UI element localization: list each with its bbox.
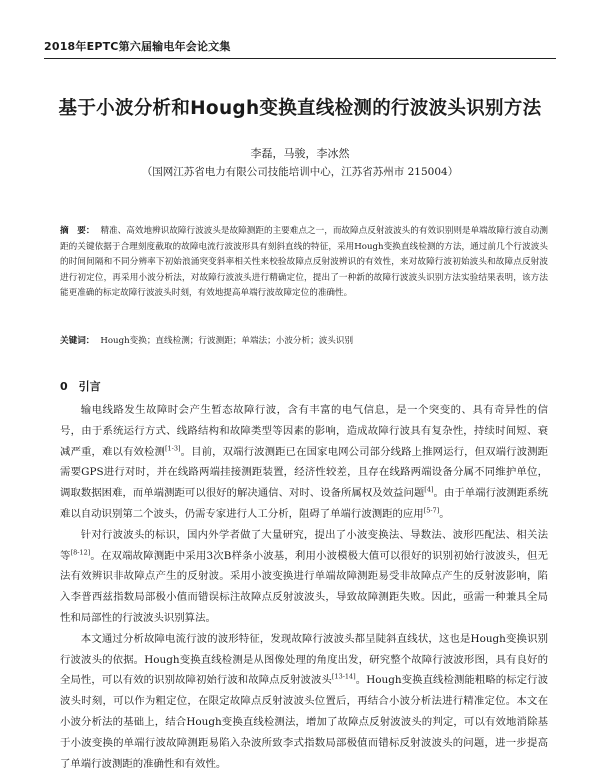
citation: [5-7] (423, 506, 440, 515)
paper-affiliation: （国网江苏省电力有限公司技能培训中心，江苏省苏州市 215004） (141, 166, 459, 178)
citation: [4] (424, 485, 434, 494)
citation: [13-14] (331, 672, 356, 681)
keywords-text: Hough变换；直线检测；行波测距；单端法；小波分析；波头识别 (100, 336, 354, 346)
section-heading: 0 引言 (60, 380, 101, 393)
paragraph-2: 针对行波波头的标识，国内外学者做了大量研究，提出了小波变换法、导数法、波形匹配法、相关法等[8-12]。在双端故障测距中采用3次B样条小波基，利用小波模极大值可以很好的识别初始行波波头，但无法有效辨识非故障点产生的反射波。采用小波变换进行单端故障测距易受非故障点产生的反射波影响，陷入李普西兹指数局部极小值而错误标注故障点反射波波头，导致故障测距失败。因此，亟需一种兼具全局性和局部性的行波波头识别算法。 (60, 528, 549, 624)
running-head: 2018年EPTC第六届输电年会论文集 (44, 40, 231, 53)
paragraph-1: 输电线路发生故障时会产生暂态故障行波，含有丰富的电气信息，是一个突变的、具有奇异性的信号，由于系统运行方式、线路结构和故障类型等因素的影响，造成故障行波具有复杂性，持续时间短、衰减严重，难以有效检测[1-3]。目前，双端行波测距已在国家电网公司部分线路上推网运行，但双端行波测距需要GPS进行对时，并在线路两端挂接测距装置，经济性较差，且存在线路两端设备分属不同维护单位，调取数据困难，而单端测距可以很好的解决通信、对时、设备所属权及效益问题[4]。由于单端行波测距系统难以自动识别第二个波头，仍需专家进行人工分析，阻碍了单端行波测距的应用[5-7]。 (60, 404, 549, 520)
paper-title: 基于小波分析和Hough变换直线检测的行波波头识别方法 (58, 98, 542, 119)
paper-authors: 李磊，马骏，李冰然 (250, 147, 350, 160)
body-text (60, 400, 548, 774)
keywords (60, 334, 548, 346)
abstract (60, 224, 548, 302)
abstract-text: 精准、高效地辨识故障行波波头是故障测距的主要难点之一，而故障点反射波波头的有效识别则是单端故障行波自动测距的关键依据于合理刻度截取的故障电流行波波形具有刻斜直线的特征，采用Hough变换直线检测的方法，通过前几个行波波头的时间间隔和不同分辨率下初始浪涌突变斜率相关性来校验故障点反射波辨识的有效性，来对故障行波初始波头和故障点反射波进行初定位，再采用小波分析法，对故障行波波头进行精确定位，提出了一种新的故障行波波头识别方法实验结果表明，该方法能更准确的标定故障行波波头时刻，有效地提高单端行波故障定位的准确性。 (60, 226, 548, 298)
citation: [8-12] (70, 548, 91, 557)
header-rule (44, 58, 556, 59)
keywords-label: 关键词： (60, 336, 95, 346)
abstract-label: 摘 要： (60, 226, 95, 236)
paragraph-3: 本文通过分析故障电流行波的波形特征，发现故障行波波头都呈陡斜直线状，这也是Hough变换识别行波波头的依据。Hough变换直线检测是从图像处理的角度出发，研究整个故障行波波形图，具有良好的全局性，可以有效的识别故障初始行波和故障点反射波波头[13-14]。Hough变换直线检测能粗略的标定行波波头时刻，可以作为粗定位，在限定故障点反射波波头位置后，再结合小波分析法进行精准定位。本文在小波分析法的基础上，结合Hough变换直线检测法，增加了故障点反射波波头的判定，可以有效地消除基于小波变换的单端行波故障测距易陷入杂波所致李式指数局部极值而错标反射波波头的问题，进一步提高了单端行波测距的准确性和有效性。 (60, 632, 549, 770)
citation: [1-3] (165, 444, 181, 453)
